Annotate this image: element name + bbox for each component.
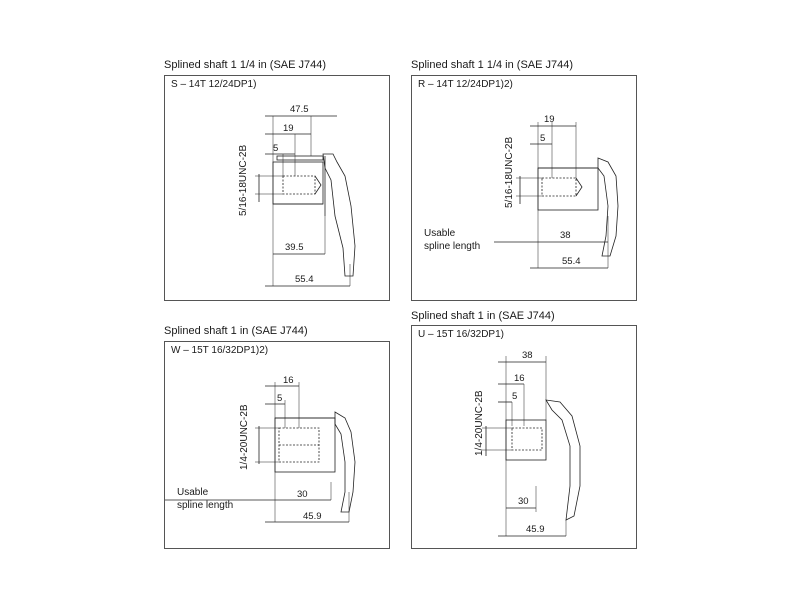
panel-s-code: S – 14T 12/24DP1)	[171, 79, 257, 90]
dim-38: 38	[560, 230, 571, 241]
panel-w	[164, 341, 390, 549]
panel-r-code: R – 14T 12/24DP1)2)	[418, 79, 513, 90]
panel-u-code: U – 15T 16/32DP1)	[418, 329, 504, 340]
dim-16: 16	[283, 375, 294, 386]
thread-label: 5/16-18UNC-2B	[504, 136, 515, 208]
panel-r-drawing	[412, 76, 638, 302]
dim-45-9: 45.9	[303, 511, 322, 522]
panel-s	[164, 75, 390, 301]
dim-45-9: 45.9	[526, 524, 545, 535]
dim-16: 16	[514, 373, 525, 384]
spline-length-label: spline length	[424, 241, 481, 252]
dim-5: 5	[273, 143, 279, 154]
panel-u-drawing	[412, 326, 638, 550]
thread-label: 5/16-18UNC-2B	[238, 144, 249, 216]
dim-5: 5	[512, 391, 518, 402]
dim-38: 38	[522, 350, 533, 361]
panel-u	[411, 325, 637, 549]
dim-30: 30	[518, 496, 529, 507]
panel-r	[411, 75, 637, 301]
panel-w-title: Splined shaft 1 in (SAE J744)	[164, 325, 308, 337]
dim-5: 5	[277, 393, 283, 404]
panel-w-code: W – 15T 16/32DP1)2)	[171, 345, 269, 356]
panel-s-drawing	[165, 76, 391, 302]
thread-label: 1/4-20UNC-2B	[239, 404, 250, 470]
dim-55-4: 55.4	[295, 274, 314, 285]
panel-r-title: Splined shaft 1 1/4 in (SAE J744)	[411, 59, 574, 71]
dim-30: 30	[297, 489, 308, 500]
usable-label: Usable	[177, 487, 209, 498]
usable-label: Usable	[424, 228, 456, 239]
dim-19: 19	[283, 123, 294, 134]
dim-47-5: 47.5	[290, 104, 309, 115]
dim-39-5: 39.5	[285, 242, 304, 253]
thread-label: 1/4-20UNC-2B	[474, 390, 485, 456]
panel-w-drawing	[165, 342, 391, 550]
dim-5: 5	[540, 133, 546, 144]
spline-length-label: spline length	[177, 500, 234, 511]
dim-55-4: 55.4	[562, 256, 581, 267]
panel-u-title: Splined shaft 1 in (SAE J744)	[411, 310, 555, 322]
panel-s-title: Splined shaft 1 1/4 in (SAE J744)	[164, 59, 327, 71]
dim-19: 19	[544, 114, 555, 125]
